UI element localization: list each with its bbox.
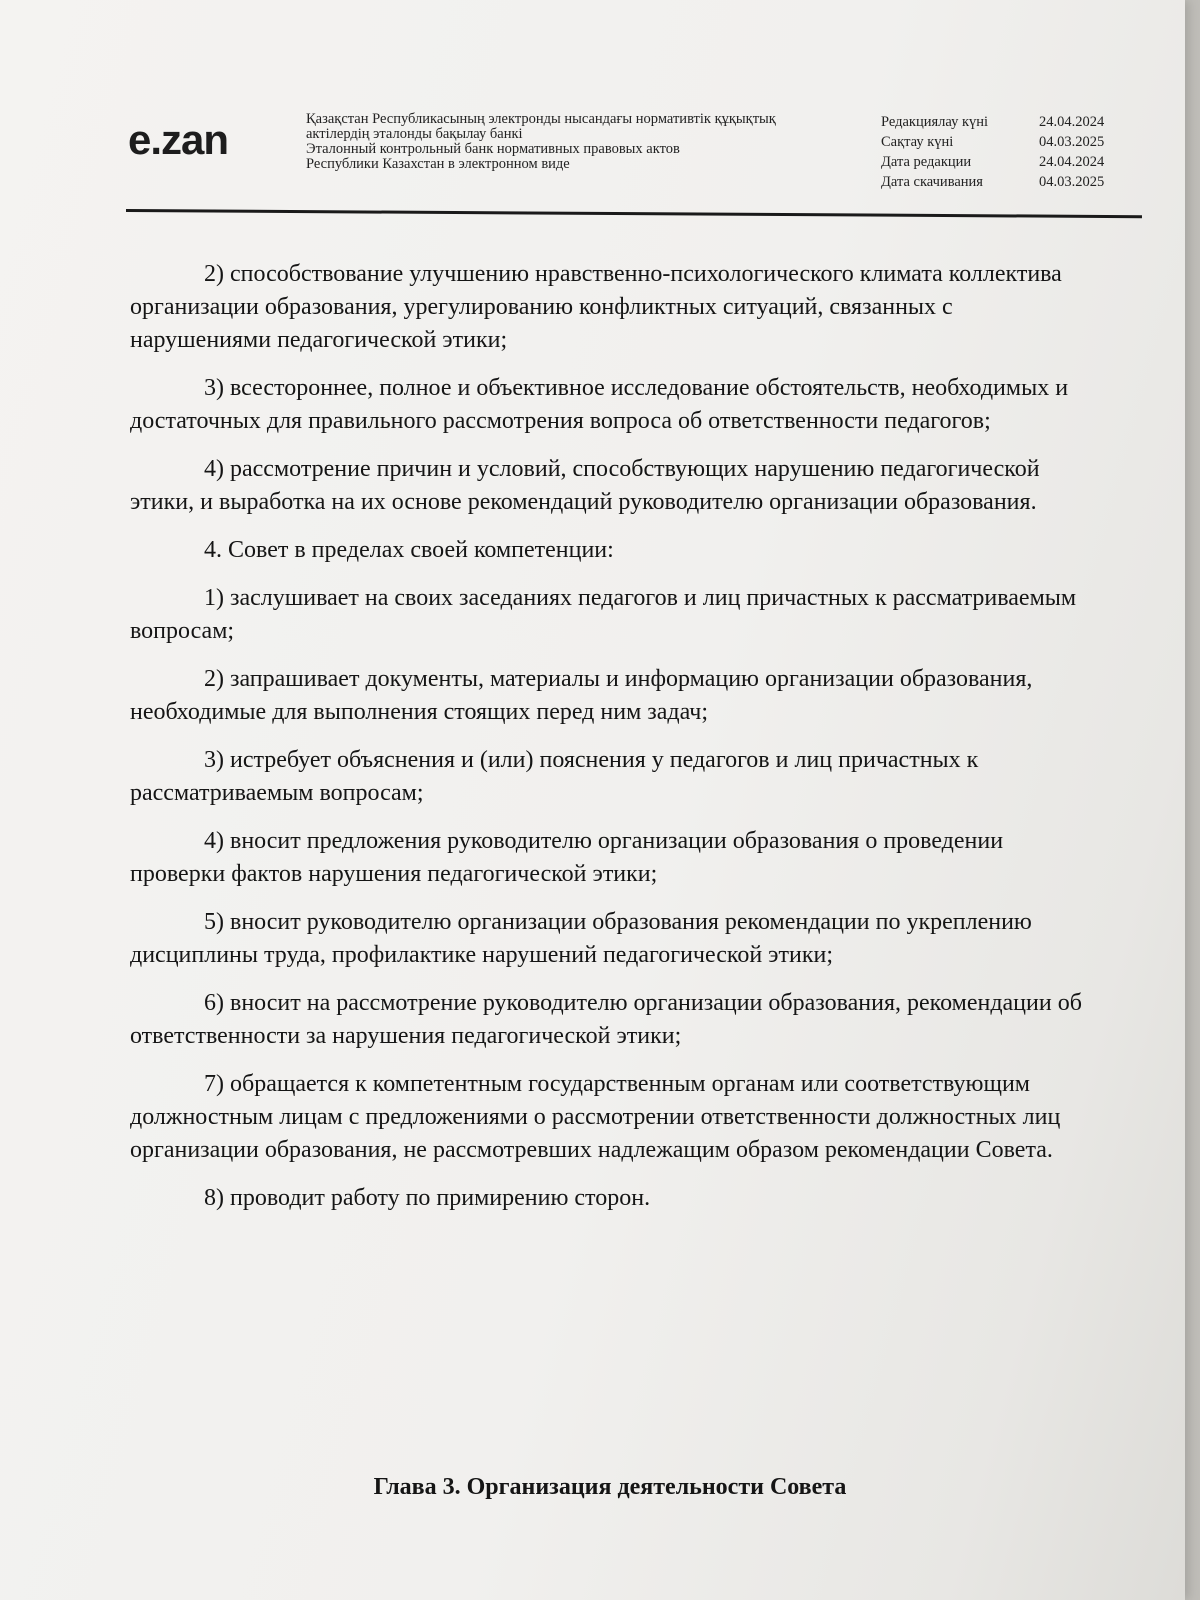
date-value: 24.04.2024 — [1039, 154, 1105, 170]
body-paragraph: 3) истребует объяснения и (или) пояснения у педагогов и лиц причастных к рассматриваемым вопросам; — [130, 747, 979, 806]
body-paragraph: 4) рассмотрение причин и условий, способствующих нарушению педагогической этики, и выработка на их основе рекомендаций руководителю организации образования. — [130, 456, 1040, 515]
registry-description-line: Эталонный контрольный банк нормативных правовых актов — [306, 141, 680, 157]
registry-description-line: Қазақстан Республикасының электронды нысандағы нормативтік құқықтық — [306, 111, 776, 127]
body-paragraph: 7) обращается к компетентным государственным органам или соответствующим должностным лицам с предложениями о рассмотрении ответственности должностных лиц организации образования, не рассмотревших надлежащим образом рекомендации Совета. — [130, 1071, 1061, 1163]
body-paragraph: 1) заслушивает на своих заседаниях педагогов и лиц причастных к рассматриваемым вопросам; — [130, 585, 1077, 644]
body-paragraph: 2) способствование улучшению нравственно-психологического климата коллектива организации образования, урегулированию конфликтных ситуаций, связанных с нарушениями педагогической этики; — [130, 261, 1062, 353]
document-dates — [881, 112, 1119, 192]
body-paragraph: 4) вносит предложения руководителю организации образования о проведении проверки фактов нарушения педагогической этики; — [130, 828, 1004, 887]
body-paragraph: 8) проводит работу по примирению сторон. — [204, 1185, 651, 1211]
registry-description-line: актілердің эталонды бақылау банкі — [306, 126, 523, 142]
date-row — [881, 112, 1119, 132]
date-row — [881, 152, 1119, 172]
body-paragraph: 6) вносит на рассмотрение руководителю организации образования, рекомендации об ответственности за нарушения педагогической этики; — [130, 990, 1082, 1049]
registry-description-line: Республики Казахстан в электронном виде — [306, 156, 570, 172]
date-label: Сақтау күні — [881, 134, 954, 150]
body-paragraph: 3) всестороннее, полное и объективное исследование обстоятельств, необходимых и достаточных для правильного рассмотрения вопроса об ответственности педагогов; — [130, 375, 1069, 434]
body-paragraph: 4. Совет в пределах своей компетенции: — [204, 537, 614, 563]
document-header — [128, 108, 1128, 208]
ezan-logo: e.zan — [128, 116, 229, 163]
registry-description — [306, 112, 776, 172]
date-label: Дата скачивания — [881, 174, 983, 190]
date-row — [881, 132, 1119, 152]
date-label: Редакциялау күні — [881, 114, 989, 130]
date-label: Дата редакции — [881, 154, 972, 170]
date-row — [881, 172, 1119, 192]
document-body — [130, 258, 1090, 1230]
date-value: 04.03.2025 — [1039, 174, 1105, 190]
date-value: 04.03.2025 — [1039, 134, 1105, 150]
date-value: 24.04.2024 — [1039, 114, 1105, 130]
body-paragraph: 5) вносит руководителю организации образования рекомендации по укреплению дисциплины труда, профилактике нарушений педагогической этики; — [130, 909, 1032, 968]
header-divider — [126, 209, 1142, 218]
chapter-heading: Глава 3. Организация деятельности Совета — [373, 1474, 847, 1500]
body-paragraph: 2) запрашивает документы, материалы и информацию организации образования, необходимые для выполнения стоящих перед ним задач; — [130, 666, 1033, 725]
